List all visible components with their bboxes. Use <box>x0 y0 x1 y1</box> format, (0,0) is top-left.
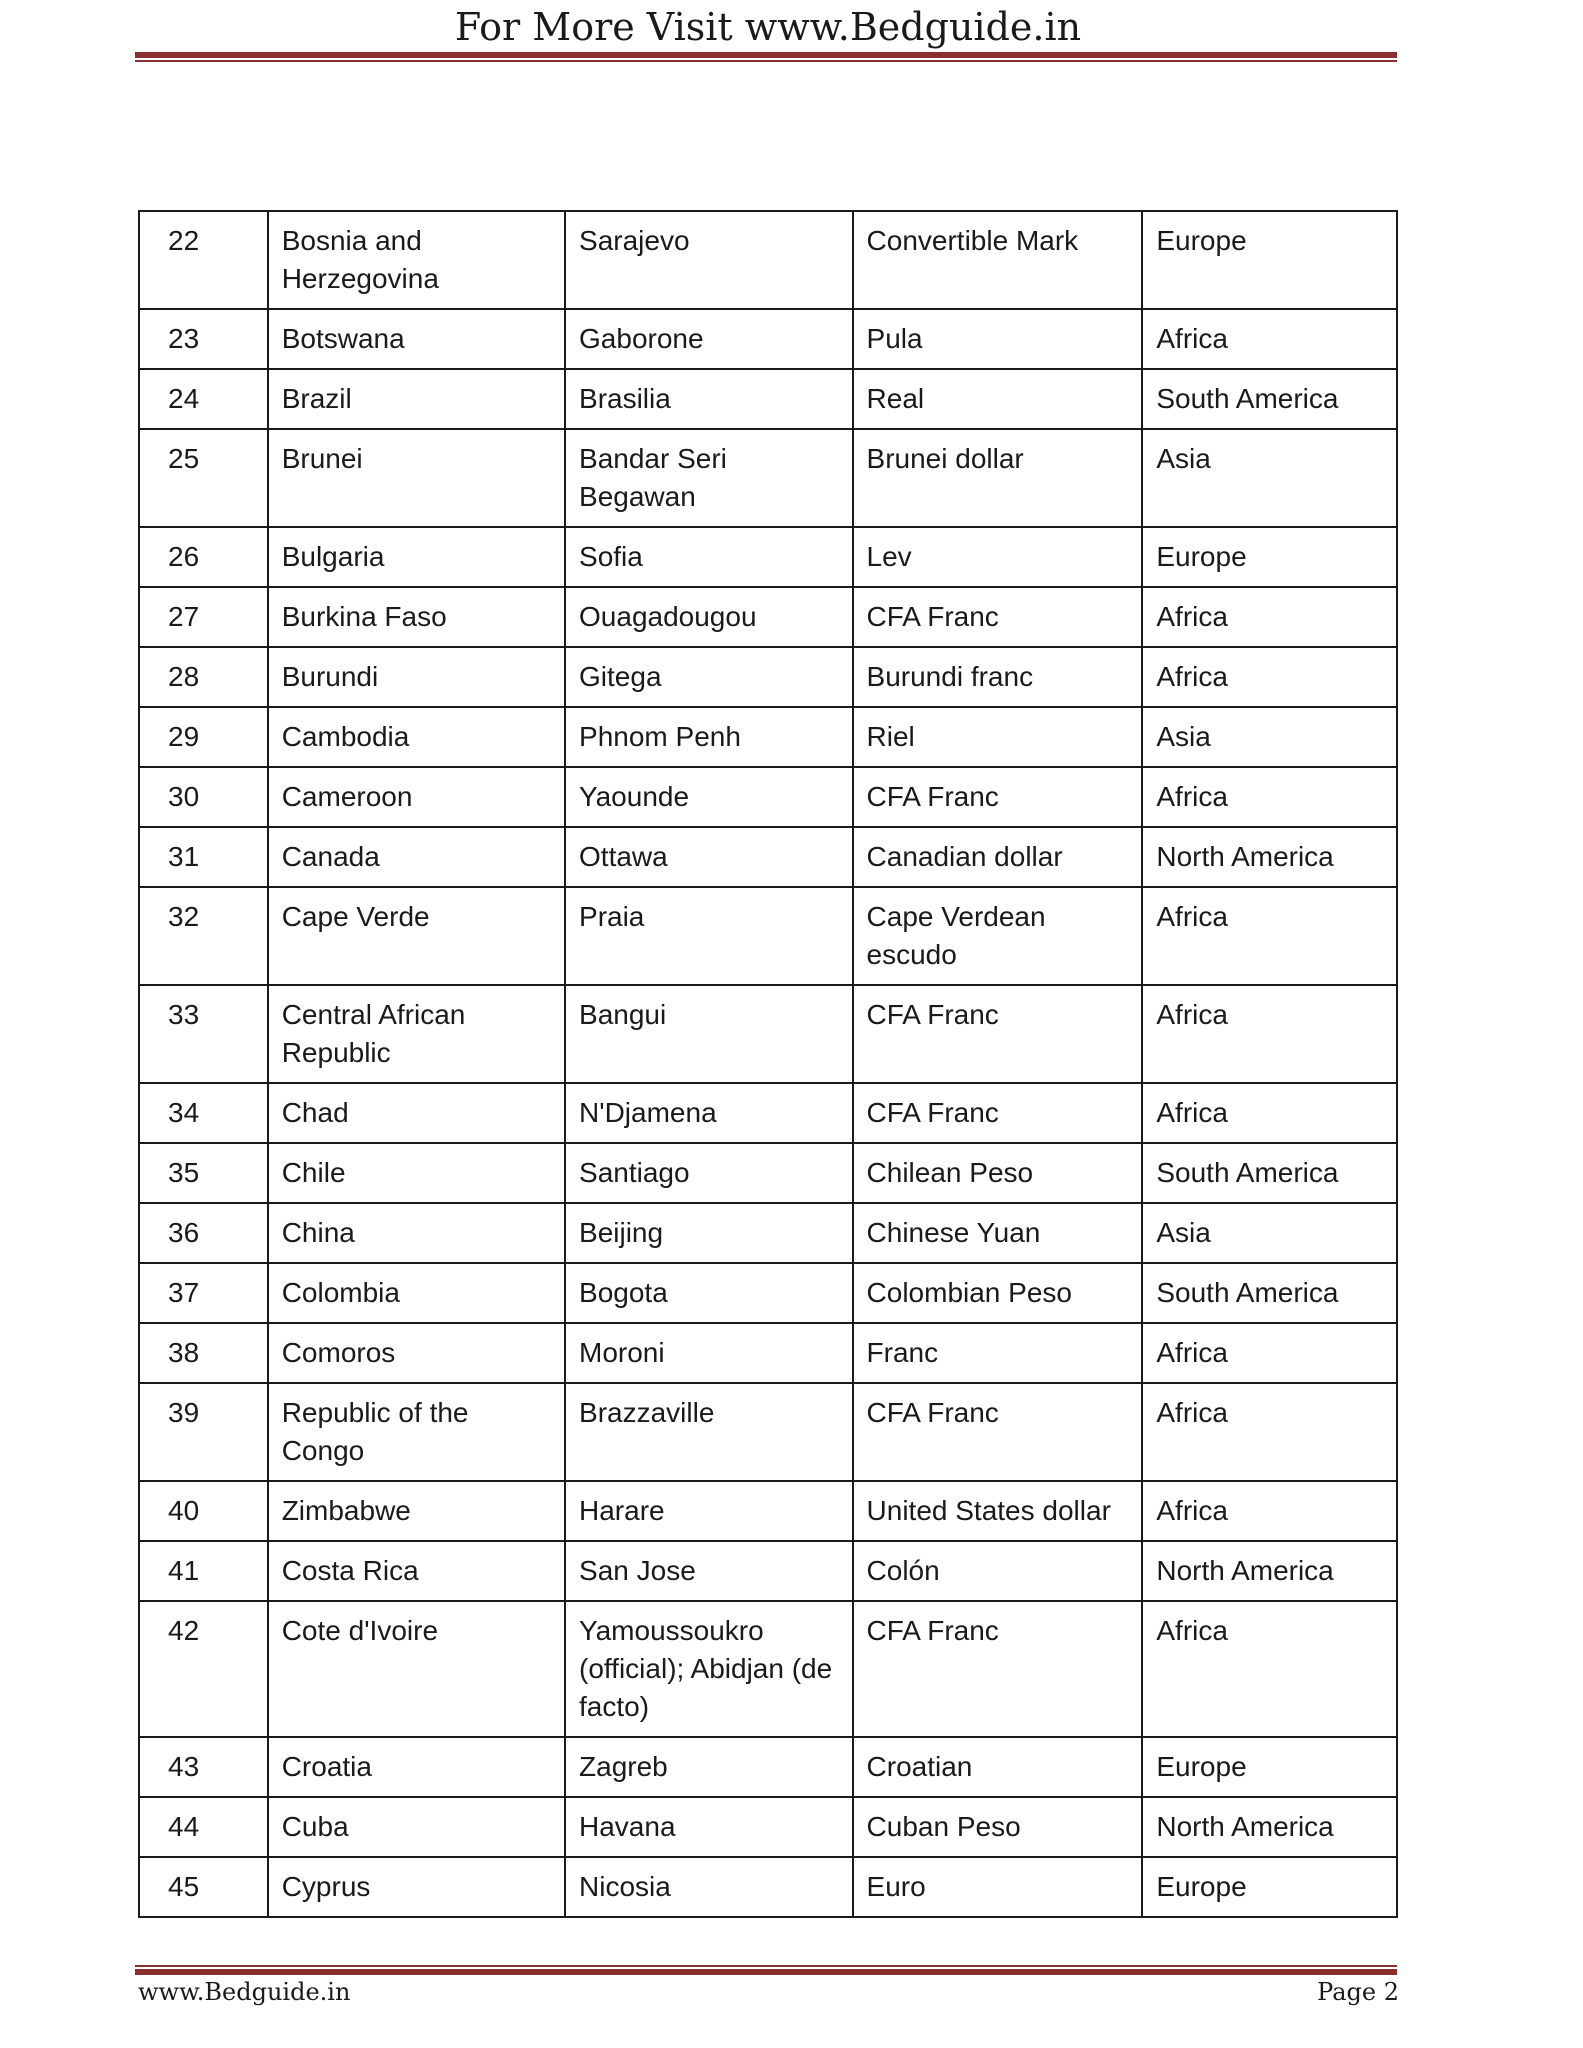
row-number: 43 <box>139 1737 268 1797</box>
capital-cell: Sofia <box>565 527 853 587</box>
capital-cell: Bangui <box>565 985 853 1083</box>
table-row <box>139 1541 1397 1601</box>
currency-cell: CFA Franc <box>853 1383 1143 1481</box>
table-row <box>139 587 1397 647</box>
currency-cell: Lev <box>853 527 1143 587</box>
continent-cell: North America <box>1142 1541 1397 1601</box>
capital-cell: Yaounde <box>565 767 853 827</box>
country-cell: Botswana <box>268 309 565 369</box>
currency-cell: Canadian dollar <box>853 827 1143 887</box>
currency-cell: Burundi franc <box>853 647 1143 707</box>
continent-cell: Africa <box>1142 887 1397 985</box>
capital-cell: San Jose <box>565 1541 853 1601</box>
continent-cell: Africa <box>1142 1083 1397 1143</box>
row-number: 39 <box>139 1383 268 1481</box>
row-number: 41 <box>139 1541 268 1601</box>
row-number: 36 <box>139 1203 268 1263</box>
country-cell: Cote d'Ivoire <box>268 1601 565 1737</box>
country-cell: Cyprus <box>268 1857 565 1917</box>
country-cell: Colombia <box>268 1263 565 1323</box>
capital-cell: Brasilia <box>565 369 853 429</box>
currency-cell: Convertible Mark <box>853 211 1143 309</box>
table-row <box>139 1383 1397 1481</box>
currency-cell: Franc <box>853 1323 1143 1383</box>
continent-cell: Africa <box>1142 1601 1397 1737</box>
continent-cell: North America <box>1142 1797 1397 1857</box>
table-row <box>139 985 1397 1083</box>
country-cell: Bulgaria <box>268 527 565 587</box>
footer-page-number: Page 2 <box>1317 1978 1399 2006</box>
currency-cell: CFA Franc <box>853 1601 1143 1737</box>
country-cell: Cambodia <box>268 707 565 767</box>
capital-cell: Praia <box>565 887 853 985</box>
continent-cell: Africa <box>1142 767 1397 827</box>
table-row <box>139 527 1397 587</box>
country-cell: Brunei <box>268 429 565 527</box>
footer-site: www.Bedguide.in <box>138 1978 351 2006</box>
currency-cell: Pula <box>853 309 1143 369</box>
table-row <box>139 1601 1397 1737</box>
country-cell: Zimbabwe <box>268 1481 565 1541</box>
currency-cell: Riel <box>853 707 1143 767</box>
continent-cell: Africa <box>1142 1383 1397 1481</box>
country-cell: Central African Republic <box>268 985 565 1083</box>
continent-cell: Europe <box>1142 1857 1397 1917</box>
row-number: 32 <box>139 887 268 985</box>
continent-cell: Africa <box>1142 309 1397 369</box>
countries-table <box>138 210 1398 1918</box>
table-row <box>139 309 1397 369</box>
table-row <box>139 647 1397 707</box>
capital-cell: Havana <box>565 1797 853 1857</box>
countries-table-body <box>139 211 1397 1917</box>
row-number: 24 <box>139 369 268 429</box>
country-cell: Croatia <box>268 1737 565 1797</box>
row-number: 22 <box>139 211 268 309</box>
continent-cell: Asia <box>1142 429 1397 527</box>
continent-cell: Africa <box>1142 985 1397 1083</box>
country-cell: Republic of the Congo <box>268 1383 565 1481</box>
continent-cell: Europe <box>1142 211 1397 309</box>
continent-cell: Asia <box>1142 1203 1397 1263</box>
currency-cell: Cuban Peso <box>853 1797 1143 1857</box>
row-number: 30 <box>139 767 268 827</box>
continent-cell: South America <box>1142 1263 1397 1323</box>
row-number: 37 <box>139 1263 268 1323</box>
row-number: 29 <box>139 707 268 767</box>
currency-cell: United States dollar <box>853 1481 1143 1541</box>
continent-cell: Africa <box>1142 1323 1397 1383</box>
country-cell: Chad <box>268 1083 565 1143</box>
continent-cell: North America <box>1142 827 1397 887</box>
capital-cell: Ottawa <box>565 827 853 887</box>
page-header-title: For More Visit www.Bedguide.in <box>454 5 1082 49</box>
capital-cell: Gaborone <box>565 309 853 369</box>
currency-cell: CFA Franc <box>853 587 1143 647</box>
row-number: 45 <box>139 1857 268 1917</box>
table-row <box>139 887 1397 985</box>
capital-cell: Sarajevo <box>565 211 853 309</box>
currency-cell: Colombian Peso <box>853 1263 1143 1323</box>
continent-cell: Africa <box>1142 587 1397 647</box>
capital-cell: Bandar Seri Begawan <box>565 429 853 527</box>
currency-cell: Cape Verdean escudo <box>853 887 1143 985</box>
row-number: 44 <box>139 1797 268 1857</box>
capital-cell: Santiago <box>565 1143 853 1203</box>
currency-cell: Euro <box>853 1857 1143 1917</box>
table-row <box>139 1203 1397 1263</box>
row-number: 27 <box>139 587 268 647</box>
capital-cell: Gitega <box>565 647 853 707</box>
country-cell: Cuba <box>268 1797 565 1857</box>
table-row <box>139 1857 1397 1917</box>
country-cell: Canada <box>268 827 565 887</box>
currency-cell: Real <box>853 369 1143 429</box>
country-cell: Bosnia and Herzegovina <box>268 211 565 309</box>
currency-cell: Brunei dollar <box>853 429 1143 527</box>
row-number: 34 <box>139 1083 268 1143</box>
row-number: 38 <box>139 1323 268 1383</box>
currency-cell: Colón <box>853 1541 1143 1601</box>
country-cell: Comoros <box>268 1323 565 1383</box>
country-cell: Cape Verde <box>268 887 565 985</box>
country-cell: Burundi <box>268 647 565 707</box>
continent-cell: Europe <box>1142 1737 1397 1797</box>
continent-cell: Asia <box>1142 707 1397 767</box>
continent-cell: South America <box>1142 1143 1397 1203</box>
currency-cell: Croatian <box>853 1737 1143 1797</box>
capital-cell: Harare <box>565 1481 853 1541</box>
table-row <box>139 707 1397 767</box>
row-number: 40 <box>139 1481 268 1541</box>
capital-cell: Yamoussoukro (official); Abidjan (de facto) <box>565 1601 853 1737</box>
capital-cell: Zagreb <box>565 1737 853 1797</box>
row-number: 26 <box>139 527 268 587</box>
table-row <box>139 369 1397 429</box>
capital-cell: Ouagadougou <box>565 587 853 647</box>
table-row <box>139 1083 1397 1143</box>
row-number: 31 <box>139 827 268 887</box>
continent-cell: South America <box>1142 369 1397 429</box>
table-row <box>139 1323 1397 1383</box>
capital-cell: Brazzaville <box>565 1383 853 1481</box>
table-row <box>139 429 1397 527</box>
capital-cell: N'Djamena <box>565 1083 853 1143</box>
footer-divider <box>135 1965 1397 1975</box>
row-number: 28 <box>139 647 268 707</box>
currency-cell: Chilean Peso <box>853 1143 1143 1203</box>
header-divider <box>135 52 1397 62</box>
continent-cell: Europe <box>1142 527 1397 587</box>
row-number: 23 <box>139 309 268 369</box>
table-row <box>139 1481 1397 1541</box>
capital-cell: Beijing <box>565 1203 853 1263</box>
capital-cell: Nicosia <box>565 1857 853 1917</box>
country-cell: Chile <box>268 1143 565 1203</box>
capital-cell: Phnom Penh <box>565 707 853 767</box>
country-cell: Brazil <box>268 369 565 429</box>
continent-cell: Africa <box>1142 1481 1397 1541</box>
table-row <box>139 767 1397 827</box>
table-row <box>139 1263 1397 1323</box>
row-number: 35 <box>139 1143 268 1203</box>
currency-cell: Chinese Yuan <box>853 1203 1143 1263</box>
currency-cell: CFA Franc <box>853 767 1143 827</box>
capital-cell: Bogota <box>565 1263 853 1323</box>
table-row <box>139 1797 1397 1857</box>
country-cell: China <box>268 1203 565 1263</box>
country-cell: Burkina Faso <box>268 587 565 647</box>
continent-cell: Africa <box>1142 647 1397 707</box>
table-row <box>139 1143 1397 1203</box>
currency-cell: CFA Franc <box>853 985 1143 1083</box>
row-number: 42 <box>139 1601 268 1737</box>
table-row <box>139 827 1397 887</box>
country-cell: Cameroon <box>268 767 565 827</box>
country-cell: Costa Rica <box>268 1541 565 1601</box>
currency-cell: CFA Franc <box>853 1083 1143 1143</box>
table-row <box>139 1737 1397 1797</box>
table-row <box>139 211 1397 309</box>
row-number: 25 <box>139 429 268 527</box>
row-number: 33 <box>139 985 268 1083</box>
capital-cell: Moroni <box>565 1323 853 1383</box>
